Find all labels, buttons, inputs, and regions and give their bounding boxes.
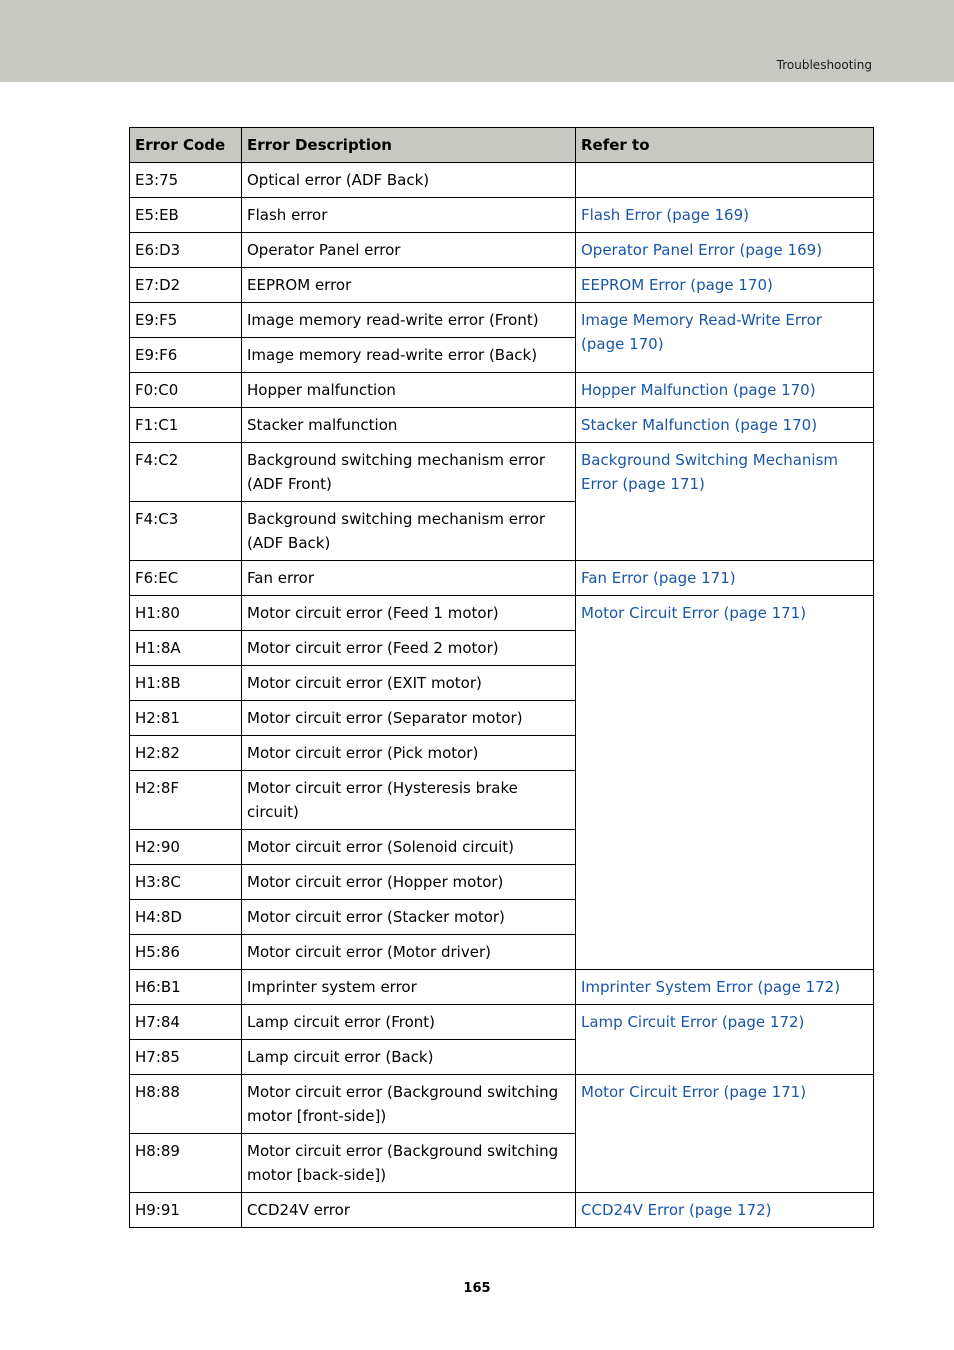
- error-code: E5:EB: [130, 198, 242, 233]
- error-description: Motor circuit error (Stacker motor): [242, 900, 576, 935]
- error-code: F4:C3: [130, 502, 242, 561]
- error-description: Motor circuit error (Separator motor): [242, 701, 576, 736]
- error-code: F4:C2: [130, 443, 242, 502]
- table-row: [130, 373, 874, 408]
- error-description: Lamp circuit error (Back): [242, 1040, 576, 1075]
- error-description: Motor circuit error (Pick motor): [242, 736, 576, 771]
- error-code: H3:8C: [130, 865, 242, 900]
- error-code: H2:90: [130, 830, 242, 865]
- error-code: F6:EC: [130, 561, 242, 596]
- error-description: Imprinter system error: [242, 970, 576, 1005]
- error-description: CCD24V error: [242, 1193, 576, 1228]
- error-code: H8:88: [130, 1075, 242, 1134]
- table-row: [130, 198, 874, 233]
- error-description: Optical error (ADF Back): [242, 163, 576, 198]
- error-description: Stacker malfunction: [242, 408, 576, 443]
- error-code: F1:C1: [130, 408, 242, 443]
- error-description: Motor circuit error (Feed 2 motor): [242, 631, 576, 666]
- error-code: H7:84: [130, 1005, 242, 1040]
- refer-to-link[interactable]: Hopper Malfunction (page 170): [576, 373, 874, 408]
- table-row: [130, 561, 874, 596]
- refer-to-link[interactable]: Motor Circuit Error (page 171): [576, 1075, 874, 1193]
- error-code: H8:89: [130, 1134, 242, 1193]
- error-description: Motor circuit error (Hopper motor): [242, 865, 576, 900]
- error-code: H5:86: [130, 935, 242, 970]
- error-description: Motor circuit error (Background switching motor [front-side]): [242, 1075, 576, 1134]
- refer-to: [576, 163, 874, 198]
- refer-to-link[interactable]: Operator Panel Error (page 169): [576, 233, 874, 268]
- table-row: [130, 408, 874, 443]
- error-code: H4:8D: [130, 900, 242, 935]
- error-code: E6:D3: [130, 233, 242, 268]
- error-description: Background switching mechanism error (ADF Back): [242, 502, 576, 561]
- error-code: H6:B1: [130, 970, 242, 1005]
- error-code: H7:85: [130, 1040, 242, 1075]
- error-code: E9:F5: [130, 303, 242, 338]
- column-header-error-description: Error Description: [242, 128, 576, 163]
- error-code: H1:8A: [130, 631, 242, 666]
- page-number: 165: [463, 1281, 491, 1296]
- refer-to-link[interactable]: Motor Circuit Error (page 171): [576, 596, 874, 970]
- error-description: Fan error: [242, 561, 576, 596]
- refer-to-link[interactable]: Background Switching Mechanism Error (page 171): [576, 443, 874, 561]
- table-row: [130, 970, 874, 1005]
- error-code: H2:8F: [130, 771, 242, 830]
- error-code: H1:8B: [130, 666, 242, 701]
- table-row: [130, 1193, 874, 1228]
- refer-to-link[interactable]: Fan Error (page 171): [576, 561, 874, 596]
- table-row: [130, 596, 874, 631]
- refer-to-link[interactable]: Imprinter System Error (page 172): [576, 970, 874, 1005]
- error-code: H2:81: [130, 701, 242, 736]
- error-description: Motor circuit error (EXIT motor): [242, 666, 576, 701]
- table-row: [130, 233, 874, 268]
- error-description: EEPROM error: [242, 268, 576, 303]
- error-description: Motor circuit error (Hysteresis brake circuit): [242, 771, 576, 830]
- error-description: Operator Panel error: [242, 233, 576, 268]
- column-header-refer-to: Refer to: [576, 128, 874, 163]
- error-code: F0:C0: [130, 373, 242, 408]
- error-code-table: [129, 127, 874, 1228]
- error-code: E7:D2: [130, 268, 242, 303]
- refer-to-link[interactable]: Image Memory Read-Write Error (page 170): [576, 303, 874, 373]
- table-row: [130, 443, 874, 502]
- refer-to-link[interactable]: Stacker Malfunction (page 170): [576, 408, 874, 443]
- error-code: H9:91: [130, 1193, 242, 1228]
- table-row: [130, 1075, 874, 1134]
- error-description: Motor circuit error (Background switching motor [back-side]): [242, 1134, 576, 1193]
- header-band: [0, 0, 954, 82]
- table-row: [130, 1005, 874, 1040]
- error-description: Motor circuit error (Feed 1 motor): [242, 596, 576, 631]
- error-description: Image memory read-write error (Back): [242, 338, 576, 373]
- error-code: H2:82: [130, 736, 242, 771]
- table-row: [130, 163, 874, 198]
- error-description: Image memory read-write error (Front): [242, 303, 576, 338]
- error-code: E3:75: [130, 163, 242, 198]
- section-title: Troubleshooting: [776, 58, 872, 72]
- error-description: Motor circuit error (Motor driver): [242, 935, 576, 970]
- column-header-error-code: Error Code: [130, 128, 242, 163]
- table-row: [130, 268, 874, 303]
- error-description: Lamp circuit error (Front): [242, 1005, 576, 1040]
- error-code: E9:F6: [130, 338, 242, 373]
- refer-to-link[interactable]: EEPROM Error (page 170): [576, 268, 874, 303]
- table-row: [130, 303, 874, 338]
- refer-to-link[interactable]: Flash Error (page 169): [576, 198, 874, 233]
- error-description: Motor circuit error (Solenoid circuit): [242, 830, 576, 865]
- error-description: Background switching mechanism error (ADF Front): [242, 443, 576, 502]
- error-description: Flash error: [242, 198, 576, 233]
- refer-to-link[interactable]: CCD24V Error (page 172): [576, 1193, 874, 1228]
- refer-to-link[interactable]: Lamp Circuit Error (page 172): [576, 1005, 874, 1075]
- error-description: Hopper malfunction: [242, 373, 576, 408]
- error-code: H1:80: [130, 596, 242, 631]
- table-header-row: [130, 128, 874, 163]
